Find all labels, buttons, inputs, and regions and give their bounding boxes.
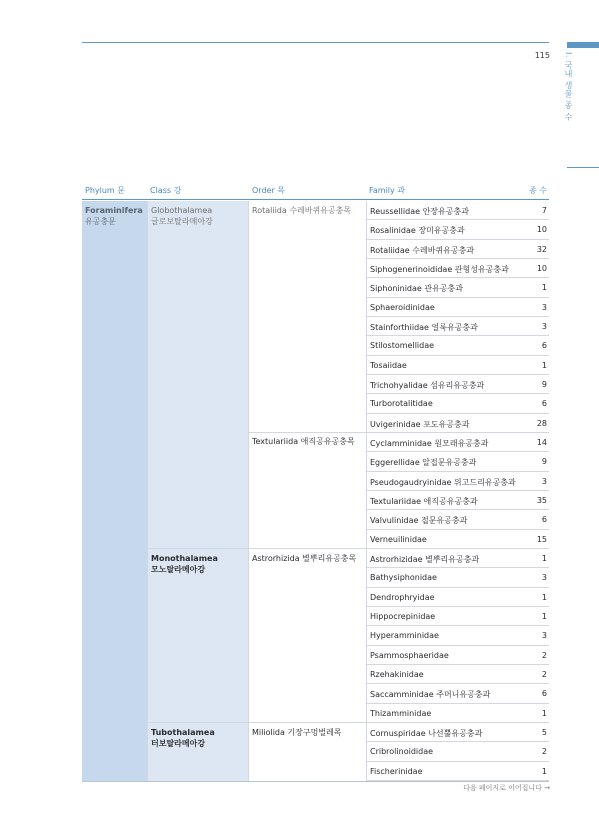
species-count: 3 xyxy=(541,321,547,331)
family-name: Rzehakinidae xyxy=(370,669,424,679)
species-count: 10 xyxy=(536,263,547,273)
species-count: 32 xyxy=(536,244,547,254)
table-row xyxy=(366,375,549,394)
table-row xyxy=(366,259,549,278)
table-row xyxy=(366,201,549,220)
header-family: Family 과 xyxy=(369,186,406,195)
species-count: 14 xyxy=(536,437,547,447)
species-count: 2 xyxy=(541,747,547,757)
family-name: Uvigerinidae 포도유공충과 xyxy=(370,419,470,429)
species-count: 1 xyxy=(541,360,547,370)
table-row xyxy=(366,742,549,761)
table-row xyxy=(366,762,549,781)
table-row xyxy=(366,278,549,297)
class-korean: 터보탈라메아강 xyxy=(151,739,206,748)
continued-note: 다음 페이지로 이어집니다 → xyxy=(463,784,550,792)
family-name: Psammosphaeridae xyxy=(370,650,449,660)
header-phylum: Phylum 문 xyxy=(85,186,125,195)
phylum-korean: 유공충문 xyxy=(85,217,116,226)
table-row xyxy=(366,588,549,607)
class-latin: Globothalamea xyxy=(151,206,213,215)
family-name: Trichohyalidae 섬유리유공충과 xyxy=(370,380,485,390)
species-count: 5 xyxy=(541,727,547,737)
family-name: Hyperamminidae xyxy=(370,631,439,641)
table-row xyxy=(366,414,549,433)
table-row xyxy=(366,356,549,375)
species-count: 3 xyxy=(541,631,547,641)
family-name: Thizamminidae xyxy=(370,708,432,718)
table-header xyxy=(82,179,549,200)
table-row xyxy=(366,568,549,587)
family-name: Textulariidae 애직공유공충과 xyxy=(370,496,478,506)
column-divider xyxy=(248,201,249,781)
species-count: 1 xyxy=(541,611,547,621)
family-name: Cornuspiridae 나선뿔유공충과 xyxy=(370,728,483,738)
family-name: Verneuilinidae xyxy=(370,534,427,544)
species-count: 3 xyxy=(541,573,547,583)
species-count: 2 xyxy=(541,669,547,679)
species-count: 9 xyxy=(541,379,547,389)
species-count: 1 xyxy=(541,592,547,602)
family-name: Pseudogaudryinidae 위고드리유공충과 xyxy=(370,477,516,487)
family-name: Eggerellidae 알접문유공충과 xyxy=(370,458,477,468)
table-row xyxy=(366,665,549,684)
family-name: Sphaeroidinidae xyxy=(370,302,435,312)
family-name: Bathysiphonidae xyxy=(370,573,437,583)
class-korean: 글로보탈라메아강 xyxy=(151,217,213,226)
species-count: 6 xyxy=(541,341,547,351)
species-count: 7 xyxy=(541,206,547,215)
table-row xyxy=(366,510,549,529)
family-name: Dendrophryidae xyxy=(370,592,435,602)
side-tab-bar xyxy=(567,42,599,48)
table-row xyxy=(366,491,549,510)
species-count: 6 xyxy=(541,689,547,699)
species-count: 6 xyxy=(541,399,547,409)
table-bottom-rule xyxy=(82,781,549,782)
table-row xyxy=(366,220,549,239)
family-name: Siphogenerinoididae 관형성유공충과 xyxy=(370,264,509,274)
table-row xyxy=(366,298,549,317)
class-divider xyxy=(147,548,366,549)
side-tab-label: I. 국내 생물 종 수 xyxy=(564,52,573,122)
species-count: 6 xyxy=(541,515,547,525)
order-divider xyxy=(248,432,366,433)
table-row xyxy=(366,530,549,549)
family-name: Reussellidae 안장유공충과 xyxy=(370,207,469,216)
class-column-band xyxy=(147,201,248,781)
family-name: Cribrolinoididae xyxy=(370,747,434,757)
order-name: Rotaliida 수레바퀴유공충목 xyxy=(252,206,352,215)
order-name: Miliolida 기장구멍벌레목 xyxy=(252,728,342,737)
family-name: Fischerinidae xyxy=(370,766,423,776)
species-count: 15 xyxy=(536,534,547,544)
family-name: Astrorhizidae 별뿌리유공충과 xyxy=(370,554,480,564)
family-name: Stilostomellidae xyxy=(370,341,435,351)
side-tab-rule xyxy=(567,167,599,168)
header-count: 종 수 xyxy=(529,186,547,195)
table-row xyxy=(366,336,549,355)
family-name: Siphoninidae 관유공충과 xyxy=(370,284,464,294)
phylum-column-band xyxy=(82,201,147,781)
family-name: Tosaiidae xyxy=(370,360,407,370)
family-name: Rosalinidae 장미유공충과 xyxy=(370,226,465,236)
species-count: 10 xyxy=(536,225,547,235)
species-count: 1 xyxy=(541,553,547,563)
top-rule xyxy=(82,42,549,43)
table-row xyxy=(366,626,549,645)
table-row xyxy=(366,433,549,452)
class-divider xyxy=(147,722,366,723)
table-row xyxy=(366,607,549,626)
species-count: 1 xyxy=(541,708,547,718)
table-row xyxy=(366,646,549,665)
order-name: Astrorhizida 별뿌리유공충목 xyxy=(252,554,357,563)
table-row xyxy=(366,394,549,413)
table-row xyxy=(366,240,549,259)
species-count: 9 xyxy=(541,457,547,467)
phylum-latin: Foraminifera xyxy=(85,206,143,215)
page-number: 115 xyxy=(534,51,550,60)
table-row xyxy=(366,452,549,471)
family-name: Valvulinidae 접문유공충과 xyxy=(370,516,468,526)
column-divider xyxy=(147,201,148,781)
family-name: Cyclamminidae 원모래유공충과 xyxy=(370,438,489,448)
header-order: Order 목 xyxy=(252,186,286,195)
table-row xyxy=(366,704,549,723)
family-name: Stainforthiidae 얼룩유공충과 xyxy=(370,322,478,332)
species-count: 1 xyxy=(541,283,547,293)
species-count: 3 xyxy=(541,476,547,486)
table-row xyxy=(366,684,549,703)
table-row xyxy=(366,723,549,742)
family-name: Rotaliidae 수레바퀴유공충과 xyxy=(370,245,475,255)
class-latin: Monothalamea xyxy=(151,554,218,563)
table-row xyxy=(366,549,549,568)
family-name: Hippocrepinidae xyxy=(370,611,436,621)
species-count: 35 xyxy=(536,495,547,505)
species-count: 3 xyxy=(541,302,547,312)
table-row xyxy=(366,472,549,491)
table-row xyxy=(366,317,549,336)
species-count: 1 xyxy=(541,766,547,776)
species-count: 28 xyxy=(536,418,547,428)
species-count: 2 xyxy=(541,650,547,660)
class-korean: 모노탈라메아강 xyxy=(151,565,206,574)
header-class: Class 강 xyxy=(150,186,182,195)
class-latin: Tubothalamea xyxy=(151,728,215,737)
family-name: Saccamminidae 주머니유공충과 xyxy=(370,690,491,700)
family-name: Turborotalitidae xyxy=(370,399,433,409)
order-name: Textulariida 애직공유공충목 xyxy=(252,437,355,446)
